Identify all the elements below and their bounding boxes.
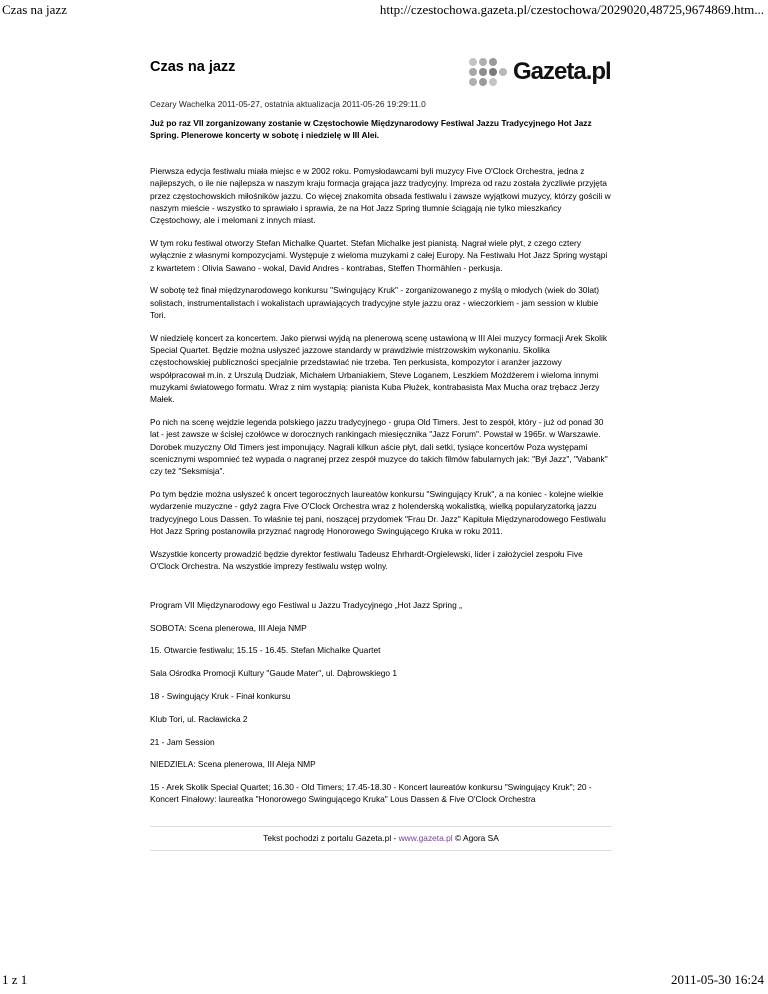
- article-paragraph: Po nich na scenę wejdzie legenda polskiego jazzu tradycyjnego - grupa Old Timers. Jest to zespół, który - już od ponad 30 lat - jest zawsze w ścisłej czołówce w dorocznych rankingach miesięcznika "Jazz Forum". Powstał w 1965r. w Warszawie. Dorobek muzyczny Old Timers jest imponujący. Nagrali kilkun aście płyt, dali setki, tysiące koncertów Poza występami scenicznymi wspomnieć też wypada o nagranej przez zespół muzyce do takich filmów fabularnych jak: "Był Jazz", "Vabank" czy też "Seksmisja".: [150, 417, 608, 477]
- article-paragraph: Wszystkie koncerty prowadzić będzie dyrektor festiwalu Tadeusz Ehrhardt-Orgielewski, lider i założyciel zespołu Five O'Clock Orchestra. Na wszystkie imprezy festiwalu wstęp wolny.: [150, 548, 583, 572]
- program-heading: Program VII Międzynarodowy ego Festiwal u Jazzu Tradycyjnego „Hot Jazz Spring „: [150, 599, 462, 610]
- gazeta-logo: [467, 55, 612, 89]
- program-line: Sala Ośrodka Promocji Kultury "Gaude Mater", ul. Dąbrowskiego 1: [150, 668, 398, 679]
- print-header-title: Czas na jazz: [2, 2, 67, 17]
- program-line: Klub Tori, ul. Racławicka 2: [150, 713, 248, 724]
- print-header-url: http://czestochowa.gazeta.pl/czestochowa/2029020,48725,9674869.htm...: [379, 2, 764, 17]
- print-header: [0, 2, 768, 18]
- program-line: NIEDZIELA: Scena plenerowa, III Aleja NMP: [150, 759, 316, 770]
- article-paragraph: Po tym będzie można usłyszeć k oncert tegorocznych laureatów konkursu "Swingujący Kruk", a na koniec - kolejne wielkie wydarzenie muzyczne - gdyż zagra Five O'Clock Orchestra wraz z holenderską wokalistką, wielką popularyzatorką jazzu tradycyjnego Lous Dassen. To właśnie tej pani, noszącej przydomek "Frau Dr. Jazz" Kapituła Międzynarodowego Festiwalu Hot Jazz Spring postanowiła przyznać nagrodę Honorowego Swingującego Kruka w roku 2011.: [150, 489, 606, 536]
- article-paragraph: W sobotę też finał międzynarodowego konkursu "Swingujący Kruk" - zorganizowanego z myślą o młodych (wiek do 30lat) solistach, instrumentalistach i wokalistach uprawiających tradycyjne style jazzu oraz - wieczorkiem - jam session w klubie Tori.: [150, 285, 600, 320]
- article-paragraph: W tym roku festiwal otworzy Stefan Michalke Quartet. Stefan Michalke jest pianistą. Nagrał wiele płyt, z czego cztery wyłącznie z własnymi kompozycjami. Występuje z wieloma muzykami z całej Europy. Na Festiwalu Hot Jazz Spring wystąpi z kwartetem : Olivia Sawano - wokal, David Andres - kontrabas, Steffen Thormählen - perkusja.: [150, 237, 608, 273]
- article-lead: Już po raz VII zorganizowany zostanie w Częstochowie Międzynarodowy Festiwal Jazzu Tradycyjnego Hot Jazz Spring. Plenerowe koncerty w sobotę i niedzielę w III Alei.: [150, 118, 592, 140]
- program-line: 18 - Swingujący Kruk - Finał konkursu: [150, 691, 291, 701]
- gazeta-logo-dots-icon: [467, 57, 511, 87]
- program-line: 21 - Jam Session: [150, 736, 215, 747]
- print-footer-date: 2011-05-30 16:24: [670, 972, 764, 987]
- gazeta-logo-text: Gazeta.pl: [513, 58, 611, 85]
- program-line: 15. Otwarcie festiwalu; 15.15 - 16.45. Stefan Michalke Quartet: [150, 645, 381, 656]
- source-note: [150, 826, 612, 851]
- print-footer: [0, 972, 768, 988]
- source-link[interactable]: www.gazeta.pl: [398, 832, 453, 843]
- program-line: 15 - Arek Skolik Special Quartet; 16.30 - Old Timers; 17.45-18.30 - Koncert laureatów konkursu "Swingujący Kruk"; 20 - Koncert Finałowy: laureatka "Honorowego Swingującego Kruka" Lous Dassen & Five O'Clock Orchestra: [150, 782, 592, 805]
- program-line: SOBOTA: Scena plenerowa, III Aleja NMP: [150, 622, 307, 633]
- source-suffix: © Agora SA: [452, 832, 499, 843]
- article: [150, 55, 612, 851]
- source-prefix: Tekst pochodzi z portalu Gazeta.pl -: [263, 832, 399, 843]
- print-footer-page: 1 z 1: [2, 972, 28, 987]
- article-paragraph: Pierwsza edycja festiwalu miała miejsc e w 2002 roku. Pomysłodawcami byli muzycy Five O'Clock Orchestra, jedna z najlepszych, o ile nie najlepsza w naszym kraju formacja grająca jazz tradycyjny. Impreza od razu została życzliwie przyjęta przez częstochowskich miłośników jazzu. Co więcej znakomita obsada festiwalu i zawsze wyjątkowi muzycy, którzy gościli w naszym mieście - wszystko to sprawiało i sprawia, że na Hot Jazz Spring tłumnie ściągają nie tylko mieszkańcy Częstochowy, ale i melomani z innych miast.: [150, 166, 611, 226]
- article-title: Czas na jazz: [150, 59, 236, 75]
- article-body: [150, 165, 612, 806]
- article-paragraph: W niedzielę koncert za koncertem. Jako pierwsi wyjdą na plenerową scenę ustawioną w III Alei muzycy formacji Arek Skolik Special Quartet. Będzie można usłyszeć jazzowe standardy w prawdziwie mistrzowskim wykonaniu. Skolika częstochowskiej publiczności specjalnie przedstawiać nie trzeba. Ten perkusista, kompozytor i aranżer jazzowy współpracował m.in. z Urszulą Dudziak, Michałem Urbaniakiem, Steve Loganem, Leszkiem Możdżerem i wieloma innymi muzykami światowego formatu. Wraz z nim wystąpią: pianista Kuba Płużek, kontrabasista Max Mucha oraz trębacz Jerzy Małek.: [150, 332, 608, 405]
- article-byline: Cezary Wachelka 2011-05-27, ostatnia aktualizacja 2011-05-26 19:29:11.0: [150, 99, 426, 109]
- article-header: [150, 55, 612, 95]
